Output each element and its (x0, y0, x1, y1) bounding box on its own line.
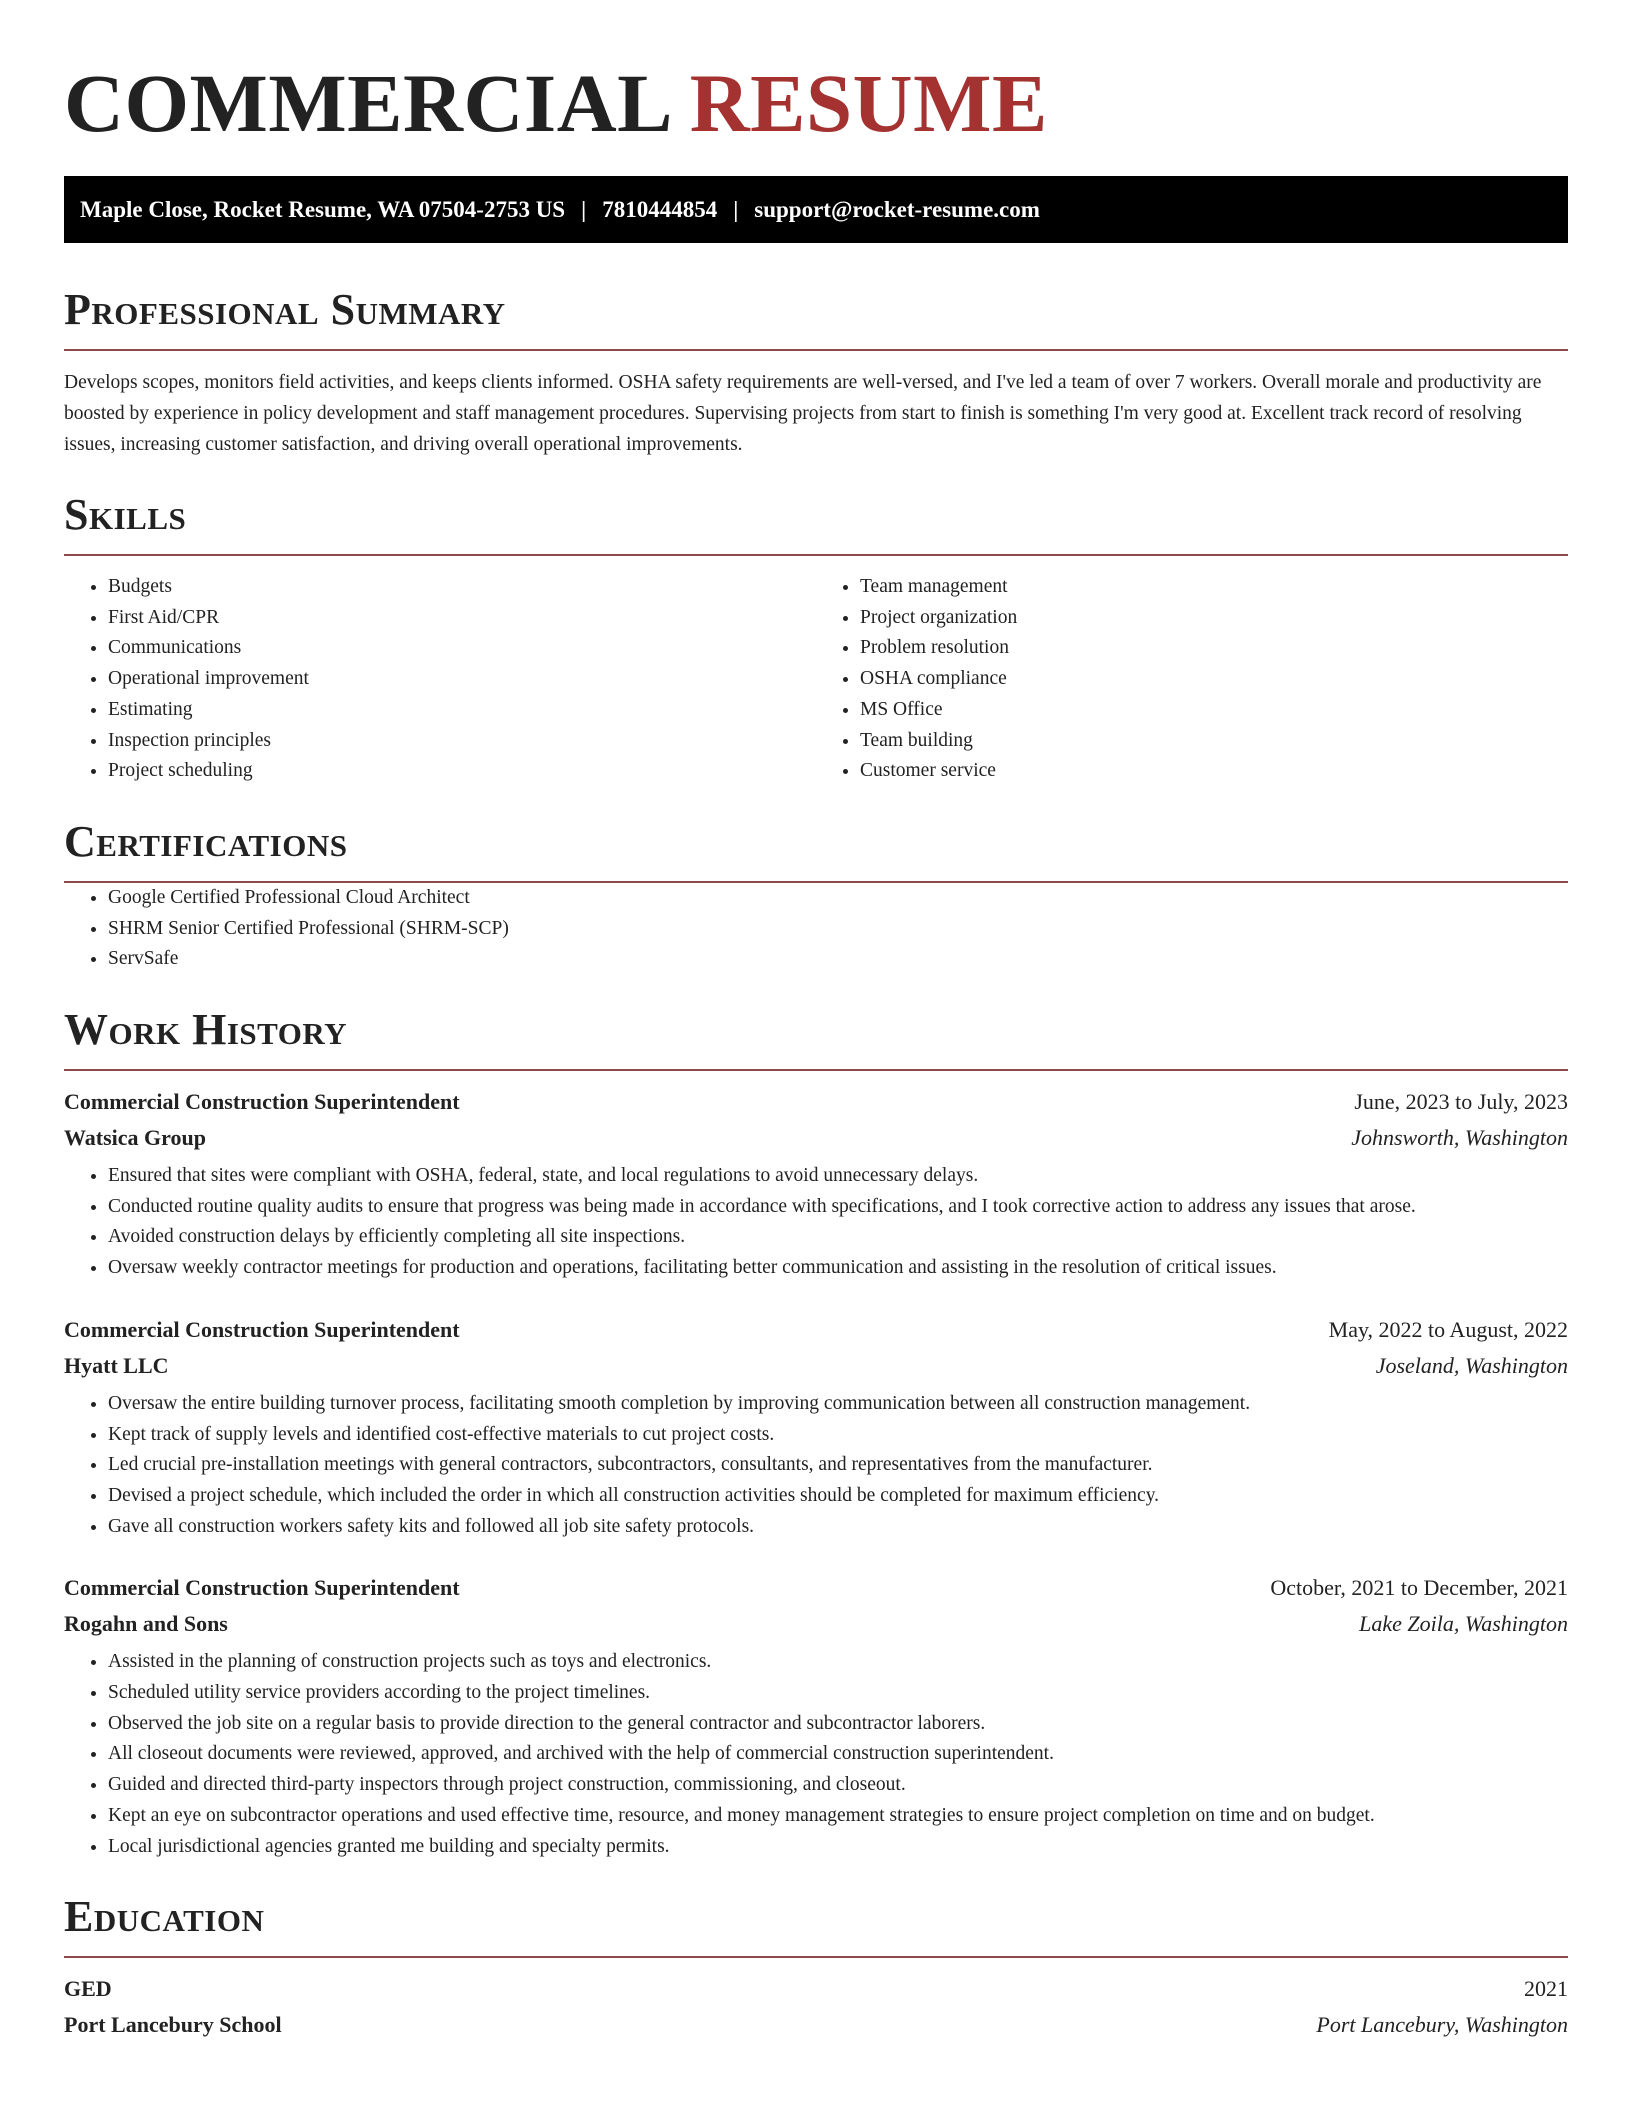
skill-item: • Customer service (860, 756, 1568, 787)
title-main: COMMERCIAL (64, 57, 669, 149)
summary-heading: Professional Summary (64, 285, 1568, 351)
contact-bar (64, 176, 1568, 243)
job-duty: • Ensured that sites were compliant with OSHA, federal, state, and local regulations to avoid unnecessary delays. (108, 1161, 1568, 1192)
skill-item: • Operational improvement (108, 664, 816, 695)
skills-list-left (64, 572, 816, 787)
job-company: Rogahn and Sons (64, 1611, 228, 1637)
skills-section (64, 490, 1568, 787)
job-role: Commercial Construction Superintendent (64, 1089, 460, 1115)
education-entry (64, 1976, 1568, 2048)
job-duty: • Kept an eye on subcontractor operations and used effective time, resource, and money management strategies to ensure project completion on time and on budget. (108, 1801, 1568, 1832)
skill-item: • Problem resolution (860, 633, 1568, 664)
job-location: Johnsworth, Washington (1351, 1125, 1568, 1151)
certification-item: • SHRM Senior Certified Professional (SHRM-SCP) (108, 914, 1568, 945)
job-duty: • Guided and directed third-party inspectors through project construction, commissioning, and closeout. (108, 1770, 1568, 1801)
summary-section (64, 285, 1568, 460)
job-duties (64, 1389, 1568, 1543)
skill-item: • Estimating (108, 695, 816, 726)
certifications-section (64, 817, 1568, 975)
job-dates: October, 2021 to December, 2021 (1270, 1575, 1568, 1601)
certification-item: • Google Certified Professional Cloud Architect (108, 883, 1568, 914)
title-accent: RESUME (689, 57, 1048, 149)
job-duty: • Gave all construction workers safety kits and followed all job site safety protocols. (108, 1512, 1568, 1543)
job-dates: May, 2022 to August, 2022 (1328, 1316, 1568, 1342)
skill-item: • MS Office (860, 695, 1568, 726)
job-duty: • Local jurisdictional agencies granted me building and specialty permits. (108, 1832, 1568, 1863)
certification-item: • ServSafe (108, 944, 1568, 975)
skills-heading: Skills (64, 490, 1568, 556)
education-degree: GED (64, 1976, 112, 2002)
skill-item: • Inspection principles (108, 726, 816, 757)
skill-item: • Communications (108, 633, 816, 664)
job-duty: • Scheduled utility service providers according to the project timelines. (108, 1678, 1568, 1709)
job-role: Commercial Construction Superintendent (64, 1316, 460, 1342)
education-heading: Education (64, 1892, 1568, 1958)
job-entry (64, 1089, 1568, 1284)
job-entry (64, 1575, 1568, 1862)
job-duty: • Led crucial pre-installation meetings with general contractors, subcontractors, consultants, and representatives from the manufacturer. (108, 1450, 1568, 1481)
skills-list-right (816, 572, 1568, 787)
skill-item: • Project scheduling (108, 756, 816, 787)
skill-item: • First Aid/CPR (108, 603, 816, 634)
job-dates: June, 2023 to July, 2023 (1354, 1089, 1568, 1115)
skill-item: • OSHA compliance (860, 664, 1568, 695)
skill-item: • Team building (860, 726, 1568, 757)
contact-email: support@rocket-resume.com (754, 196, 1040, 222)
contact-separator: | (581, 196, 587, 222)
education-location: Port Lancebury, Washington (1316, 2012, 1568, 2038)
resume-title (64, 58, 1568, 148)
job-company: Watsica Group (64, 1125, 207, 1151)
skill-item: • Project organization (860, 603, 1568, 634)
job-duty: • Conducted routine quality audits to ensure that progress was being made in accordance with specifications, and I took corrective action to address any issues that arose. (108, 1192, 1568, 1223)
certifications-list (64, 883, 1568, 975)
education-school: Port Lancebury School (64, 2012, 282, 2038)
job-duty: • Devised a project schedule, which included the order in which all construction activities should be completed for maximum efficiency. (108, 1481, 1568, 1512)
job-duty: • All closeout documents were reviewed, approved, and archived with the help of commercial construction superintendent. (108, 1739, 1568, 1770)
contact-separator: | (733, 196, 739, 222)
education-section (64, 1892, 1568, 2048)
job-duties (64, 1647, 1568, 1862)
job-duties (64, 1161, 1568, 1284)
certifications-heading: Certifications (64, 817, 1568, 883)
job-duty: • Assisted in the planning of construction projects such as toys and electronics. (108, 1647, 1568, 1678)
contact-address: Maple Close, Rocket Resume, WA 07504-2753 US (80, 196, 566, 222)
summary-text: Develops scopes, monitors field activities, and keeps clients informed. OSHA safety requirements are well-versed, and I've led a team of over 7 workers. Overall morale and productivity are boosted by experience in policy development and staff management procedures. Supervising projects from start to finish is something I'm very good at. Excellent track record of resolving issues, increasing customer satisfaction, and driving overall operational improvements. (64, 372, 1542, 455)
work-history-heading: Work History (64, 1005, 1568, 1071)
job-duty: • Oversaw the entire building turnover process, facilitating smooth completion by improving communication between all construction management. (108, 1389, 1568, 1420)
job-company: Hyatt LLC (64, 1352, 169, 1378)
contact-phone: 7810444854 (602, 196, 718, 222)
job-role: Commercial Construction Superintendent (64, 1575, 460, 1601)
skill-item: • Budgets (108, 572, 816, 603)
job-duty: • Observed the job site on a regular basis to provide direction to the general contractor and subcontractor laborers. (108, 1709, 1568, 1740)
education-year: 2021 (1524, 1976, 1568, 2002)
job-duty: • Avoided construction delays by efficiently completing all site inspections. (108, 1222, 1568, 1253)
work-history-section (64, 1005, 1568, 1862)
job-location: Joseland, Washington (1375, 1352, 1568, 1378)
skill-item: • Team management (860, 572, 1568, 603)
skills-grid (64, 572, 1568, 787)
job-entry (64, 1317, 1568, 1543)
job-duty: • Oversaw weekly contractor meetings for production and operations, facilitating better communication and assisting in the resolution of critical issues. (108, 1253, 1568, 1284)
job-duty: • Kept track of supply levels and identified cost-effective materials to cut project costs. (108, 1420, 1568, 1451)
job-location: Lake Zoila, Washington (1359, 1611, 1568, 1637)
